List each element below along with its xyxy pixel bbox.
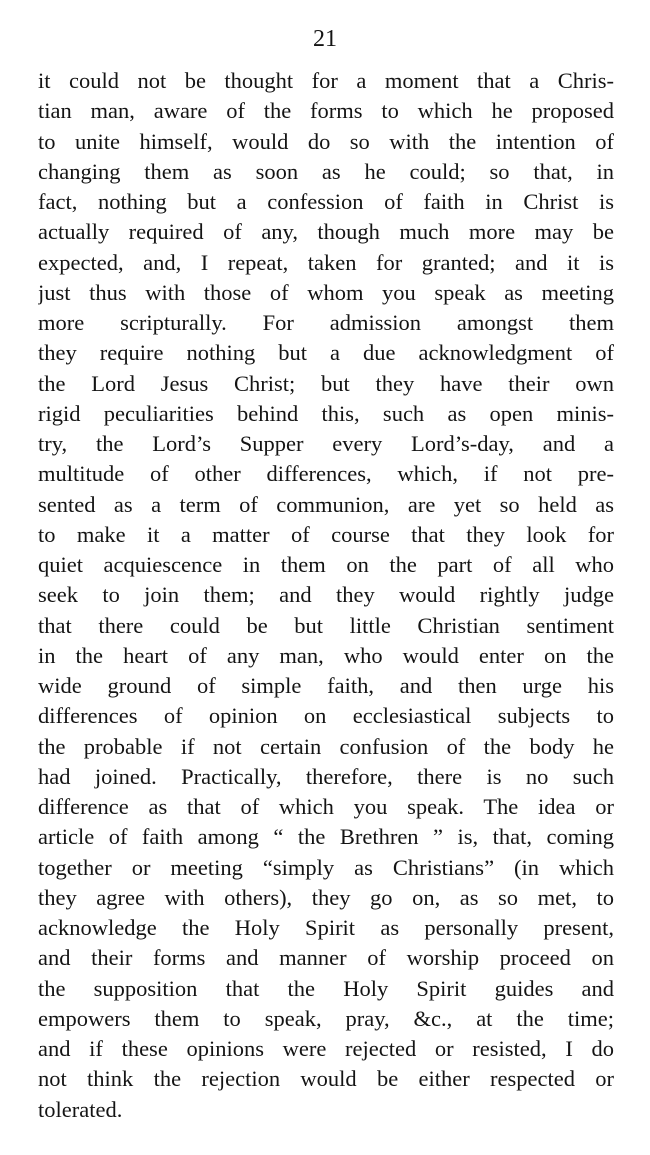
text-line: article of faith among “ the Brethren ” is, that, coming xyxy=(38,824,614,850)
text-line: together or meeting “simply as Christians” (in which xyxy=(38,854,614,880)
text-line: multitude of other differences, which, if not pre- xyxy=(38,461,614,487)
text-line: difference as that of which you speak. The idea or xyxy=(38,794,614,819)
text-line: they agree with others), they go on, as so met, to xyxy=(38,884,614,910)
text-line: they require nothing but a due acknowledgment of xyxy=(38,340,614,366)
body-paragraph xyxy=(38,66,614,1125)
text-line: tian man, aware of the forms to which he proposed xyxy=(38,98,614,124)
text-line: quiet acquiescence in them on the part of all who xyxy=(38,552,614,577)
text-line: the probable if not certain confusion of the body he xyxy=(38,733,614,759)
text-line: try, the Lord’s Supper every Lord’s-day, and a xyxy=(38,431,614,456)
text-line: fact, nothing but a confession of faith in Christ is xyxy=(38,189,614,214)
text-line: changing them as soon as he could; so that, in xyxy=(38,158,614,184)
text-line: just thus with those of whom you speak as meeting xyxy=(38,279,614,305)
text-line: it could not be thought for a moment that a Chris- xyxy=(38,68,614,93)
text-line: tolerated. xyxy=(38,1096,123,1122)
text-line: more scripturally. For admission amongst them xyxy=(38,310,614,335)
text-line: in the heart of any man, who would enter on the xyxy=(38,642,614,668)
text-line: actually required of any, though much more may be xyxy=(38,219,614,245)
text-line: and if these opinions were rejected or resisted, I do xyxy=(38,1036,614,1061)
text-line: not think the rejection would be either respected or xyxy=(38,1066,614,1092)
text-line: and their forms and manner of worship proceed on xyxy=(38,945,614,971)
text-line: differences of opinion on ecclesiastical subjects to xyxy=(38,703,614,729)
text-line: the supposition that the Holy Spirit guides and xyxy=(38,975,614,1001)
text-line: wide ground of simple faith, and then urge his xyxy=(38,673,614,698)
text-line: acknowledge the Holy Spirit as personally present, xyxy=(38,915,614,940)
text-line: the Lord Jesus Christ; but they have their own xyxy=(38,370,614,396)
text-line: seek to join them; and they would rightly judge xyxy=(38,582,614,608)
page-number: 21 xyxy=(313,26,337,52)
text-line: had joined. Practically, therefore, there is no such xyxy=(38,763,614,789)
text-line: to unite himself, would do so with the intention of xyxy=(38,128,614,154)
text-line: to make it a matter of course that they look for xyxy=(38,521,614,547)
text-line: that there could be but little Christian sentiment xyxy=(38,612,614,638)
text-line: sented as a term of communion, are yet so held as xyxy=(38,491,614,517)
text-line: empowers them to speak, pray, &c., at the time; xyxy=(38,1005,614,1031)
text-line: rigid peculiarities behind this, such as open minis- xyxy=(38,400,614,426)
text-line: expected, and, I repeat, taken for granted; and it is xyxy=(38,249,614,275)
